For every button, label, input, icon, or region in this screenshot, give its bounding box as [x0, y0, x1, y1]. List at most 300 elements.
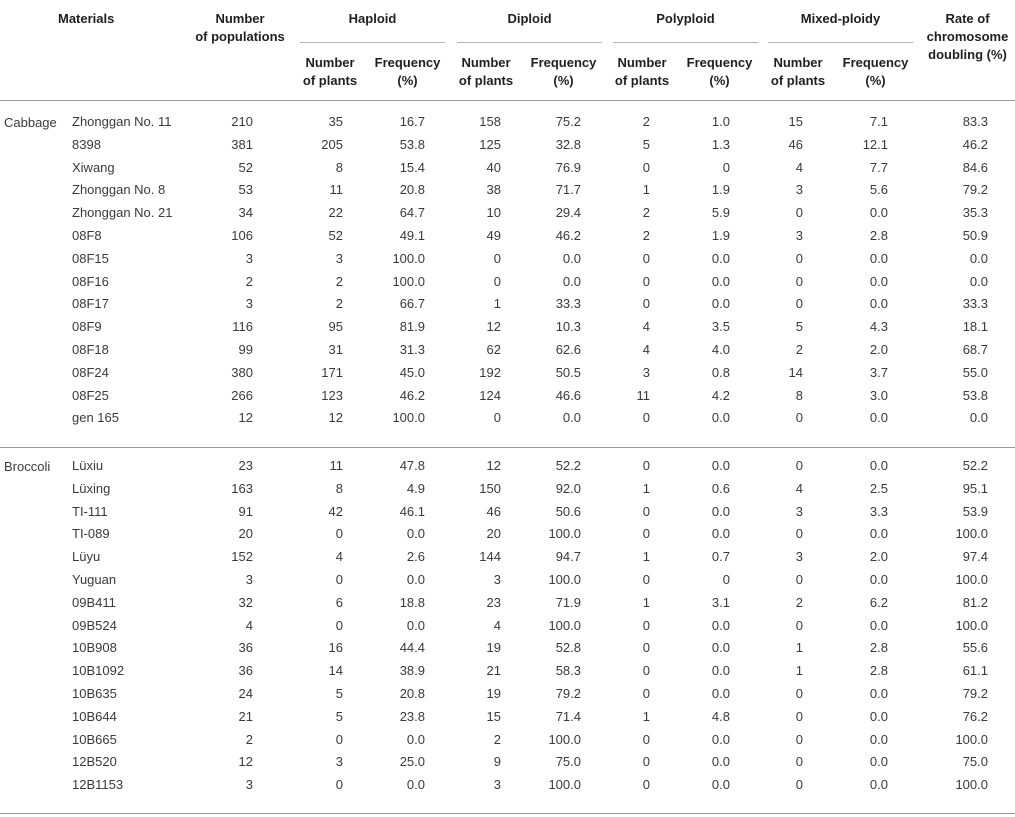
cell-populations: 266 [231, 387, 253, 403]
table-row [0, 774, 1015, 796]
cell-mixed-frequency: 2.8 [869, 663, 888, 679]
cell-material: TI-089 [72, 526, 110, 542]
cell-doubling-rate: 100.0 [955, 617, 988, 633]
cell-haploid-number: 3 [335, 754, 343, 770]
cell-polyploid-number: 2 [642, 205, 650, 221]
cell-mixed-number: 0 [795, 296, 803, 312]
header-rate-line2: chromosome [926, 29, 1009, 44]
cell-diploid-frequency: 58.3 [555, 663, 581, 679]
cell-haploid-frequency: 0.0 [406, 617, 425, 633]
cell-haploid-frequency: 66.7 [399, 296, 425, 312]
table-row [0, 134, 1015, 156]
subheader-number-line2: of plants [302, 73, 358, 88]
cell-material: 12B1153 [72, 777, 124, 793]
cell-haploid-frequency: 46.2 [399, 387, 425, 403]
cell-haploid-frequency: 4.9 [406, 480, 425, 496]
cell-haploid-number: 171 [321, 364, 343, 380]
cell-diploid-number: 150 [479, 480, 501, 496]
cell-doubling-rate: 0.0 [969, 250, 988, 266]
cell-polyploid-frequency: 4.0 [711, 342, 730, 357]
subheader-number-line1: Number [461, 55, 511, 70]
cell-diploid-frequency: 100.0 [548, 617, 581, 633]
cell-polyploid-frequency: 1.9 [711, 182, 730, 198]
table-row [0, 248, 1015, 270]
table-row [0, 225, 1015, 247]
cell-material: gen 165 [72, 410, 119, 426]
table-row [0, 729, 1015, 751]
cell-haploid-frequency: 31.3 [399, 342, 425, 357]
cell-material: 10B908 [72, 640, 117, 656]
cell-populations: 36 [238, 640, 253, 656]
cell-mixed-number: 0 [795, 731, 803, 747]
subheader-frequency-line1: Frequency [530, 55, 597, 70]
header-rate-line3: doubling (%) [928, 47, 1007, 62]
cell-polyploid-frequency: 0.6 [711, 480, 730, 496]
table-row [0, 706, 1015, 728]
cell-doubling-rate: 75.0 [962, 754, 988, 770]
cell-populations: 32 [238, 594, 253, 610]
cell-diploid-number: 1 [493, 296, 501, 312]
cell-populations: 20 [238, 526, 253, 542]
table-row [0, 385, 1015, 407]
cell-mixed-frequency: 2.8 [869, 640, 888, 656]
cell-polyploid-frequency: 0.0 [711, 458, 730, 473]
table-row [0, 546, 1015, 568]
subheader-number-line2: of plants [458, 73, 514, 88]
cell-mixed-number: 46 [788, 136, 803, 152]
cell-mixed-number: 0 [795, 754, 803, 770]
cell-haploid-number: 2 [335, 273, 343, 289]
cell-haploid-frequency: 45.0 [399, 364, 425, 380]
cell-polyploid-frequency: 5.9 [711, 205, 730, 221]
table-row [0, 455, 1015, 477]
cell-polyploid-frequency: 0.0 [711, 503, 730, 519]
cell-material: 08F16 [72, 273, 109, 289]
cell-polyploid-frequency: 4.8 [711, 708, 730, 724]
table-row [0, 157, 1015, 179]
cell-haploid-frequency: 53.8 [399, 136, 425, 152]
cell-polyploid-number: 4 [642, 342, 650, 357]
cell-polyploid-number: 0 [642, 458, 650, 473]
cell-mixed-frequency: 0.0 [869, 458, 888, 473]
cell-mixed-number: 0 [795, 458, 803, 473]
cell-diploid-frequency: 29.4 [555, 205, 581, 221]
cell-diploid-frequency: 75.0 [555, 754, 581, 770]
cell-polyploid-number: 0 [642, 159, 650, 175]
cell-material: 09B411 [72, 594, 116, 610]
header-haploid: Haploid [348, 11, 397, 26]
cell-polyploid-number: 0 [642, 526, 650, 542]
cell-diploid-number: 3 [493, 572, 501, 587]
cell-populations: 3 [245, 777, 253, 793]
cell-mixed-number: 0 [795, 777, 803, 793]
cell-mixed-number: 5 [795, 319, 803, 335]
subheader-haploid-frequency [370, 54, 445, 90]
polyploid-span-line [613, 42, 758, 43]
cell-haploid-number: 35 [328, 114, 343, 129]
cell-polyploid-number: 0 [642, 410, 650, 426]
cell-polyploid-number: 0 [642, 731, 650, 747]
cell-populations: 24 [238, 686, 253, 701]
cell-haploid-number: 31 [328, 342, 343, 357]
cell-populations: 12 [238, 754, 253, 770]
cell-material: Zhonggan No. 21 [72, 205, 173, 221]
cell-doubling-rate: 79.2 [962, 686, 988, 701]
cell-doubling-rate: 81.2 [962, 594, 988, 610]
cell-mixed-number: 15 [788, 114, 803, 129]
cell-diploid-number: 125 [479, 136, 501, 152]
subheader-number-line1: Number [773, 55, 823, 70]
cell-polyploid-frequency: 0.0 [711, 754, 730, 770]
cell-polyploid-number: 1 [642, 182, 650, 198]
cell-populations: 21 [238, 708, 253, 724]
cell-polyploid-frequency: 0.0 [711, 410, 730, 426]
cell-material: 08F15 [72, 250, 109, 266]
cell-polyploid-frequency: 0.0 [711, 686, 730, 701]
cell-diploid-number: 158 [479, 114, 501, 129]
cell-diploid-frequency: 71.7 [555, 182, 581, 198]
cell-polyploid-frequency: 0 [722, 159, 730, 175]
cell-diploid-frequency: 100.0 [548, 731, 581, 747]
cell-populations: 52 [238, 159, 253, 175]
cell-haploid-number: 8 [335, 480, 343, 496]
cell-doubling-rate: 53.8 [962, 387, 988, 403]
cell-material: 09B524 [72, 617, 117, 633]
subheader-frequency-line2: (%) [553, 73, 574, 88]
header-mixed-ploidy: Mixed-ploidy [800, 11, 881, 26]
table-row [0, 362, 1015, 384]
cell-diploid-number: 46 [486, 503, 501, 519]
cell-haploid-number: 11 [329, 458, 343, 473]
cell-haploid-number: 205 [321, 136, 343, 152]
cell-mixed-frequency: 0.0 [869, 296, 888, 312]
mixed-span-line [768, 42, 913, 43]
cell-polyploid-frequency: 0.0 [711, 526, 730, 542]
cell-polyploid-frequency: 0 [722, 572, 730, 587]
cell-haploid-frequency: 64.7 [399, 205, 425, 221]
cell-populations: 36 [238, 663, 253, 679]
cell-populations: 152 [231, 549, 253, 565]
cell-polyploid-number: 0 [642, 617, 650, 633]
cell-polyploid-frequency: 0.0 [711, 617, 730, 633]
cell-polyploid-number: 1 [642, 708, 650, 724]
cell-diploid-number: 49 [486, 228, 501, 243]
header-diploid: Diploid [507, 11, 552, 26]
subheader-diploid-frequency [526, 54, 601, 90]
cell-mixed-frequency: 0.0 [869, 686, 888, 701]
cell-populations: 116 [232, 319, 253, 335]
cell-polyploid-number: 2 [642, 114, 650, 129]
cell-polyploid-number: 0 [642, 273, 650, 289]
cell-populations: 23 [238, 458, 253, 473]
cell-doubling-rate: 55.0 [962, 364, 988, 380]
cell-diploid-number: 0 [493, 250, 501, 266]
cell-diploid-number: 10 [486, 205, 501, 221]
cell-diploid-frequency: 50.6 [555, 503, 581, 519]
cell-doubling-rate: 18.1 [962, 319, 988, 335]
cell-haploid-number: 2 [335, 296, 343, 312]
table-row [0, 615, 1015, 637]
cell-mixed-number: 3 [795, 503, 803, 519]
cell-haploid-number: 5 [335, 708, 343, 724]
cell-mixed-frequency: 0.0 [869, 572, 888, 587]
group-label-broccoli: Broccoli [4, 459, 51, 474]
cell-diploid-number: 23 [486, 594, 501, 610]
subheader-polyploid-frequency [682, 54, 757, 90]
cell-material: 10B635 [72, 686, 117, 701]
cell-diploid-frequency: 33.3 [555, 296, 581, 312]
cell-material: Lüxiu [72, 458, 104, 473]
cell-mixed-frequency: 0.0 [869, 754, 888, 770]
cell-diploid-frequency: 0.0 [562, 410, 581, 426]
subheader-frequency-line1: Frequency [686, 55, 753, 70]
cell-haploid-number: 95 [328, 319, 343, 335]
cell-mixed-frequency: 0.0 [869, 708, 888, 724]
subheader-frequency-line2: (%) [709, 73, 730, 88]
cell-haploid-number: 0 [335, 526, 343, 542]
cell-haploid-number: 0 [335, 617, 343, 633]
cell-haploid-frequency: 100.0 [392, 273, 425, 289]
cell-mixed-number: 0 [795, 686, 803, 701]
cell-diploid-number: 38 [486, 182, 501, 198]
cell-haploid-frequency: 46.1 [399, 503, 425, 519]
cell-diploid-frequency: 46.6 [555, 387, 581, 403]
cell-mixed-frequency: 2.8 [869, 228, 888, 243]
haploid-span-line [300, 42, 445, 43]
cell-polyploid-number: 0 [642, 777, 650, 793]
table-row [0, 339, 1015, 361]
cell-mixed-frequency: 12.1 [862, 136, 888, 152]
cell-mixed-number: 2 [795, 594, 803, 610]
cell-polyploid-number: 3 [642, 364, 650, 380]
cell-mixed-frequency: 3.7 [869, 364, 888, 380]
cell-doubling-rate: 68.7 [962, 342, 988, 357]
header-polyploid: Polyploid [656, 11, 715, 26]
cell-mixed-frequency: 5.6 [869, 182, 888, 198]
cell-mixed-number: 0 [795, 410, 803, 426]
subheader-number-line1: Number [305, 55, 355, 70]
cell-haploid-number: 42 [328, 503, 343, 519]
cell-material: TI-111 [72, 503, 108, 519]
cell-diploid-number: 4 [493, 617, 501, 633]
table-row [0, 569, 1015, 591]
group-label-cabbage: Cabbage [4, 115, 57, 130]
subheader-frequency-line1: Frequency [374, 55, 441, 70]
subheader-mixed-frequency [838, 54, 913, 90]
cell-diploid-frequency: 0.0 [562, 250, 581, 266]
cell-material: 12B520 [72, 754, 117, 770]
cell-populations: 3 [245, 572, 253, 587]
cell-populations: 381 [231, 136, 253, 152]
cell-polyploid-number: 4 [642, 319, 650, 335]
cell-mixed-number: 8 [795, 387, 803, 403]
cell-diploid-number: 15 [486, 708, 501, 724]
cell-polyploid-frequency: 0.0 [711, 777, 730, 793]
cell-polyploid-frequency: 0.0 [711, 250, 730, 266]
cell-diploid-number: 62 [486, 342, 501, 357]
cell-polyploid-number: 0 [642, 686, 650, 701]
cell-haploid-number: 22 [328, 205, 343, 221]
table-row [0, 271, 1015, 293]
cell-polyploid-frequency: 0.7 [711, 549, 730, 565]
cell-material: 08F9 [72, 319, 102, 335]
cell-doubling-rate: 100.0 [955, 572, 988, 587]
subheader-frequency-line2: (%) [865, 73, 886, 88]
cell-haploid-frequency: 0.0 [406, 777, 425, 793]
cell-mixed-frequency: 0.0 [869, 731, 888, 747]
cell-diploid-frequency: 79.2 [555, 686, 581, 701]
cell-haploid-frequency: 16.7 [399, 114, 425, 129]
cell-diploid-frequency: 52.2 [555, 458, 581, 473]
cell-polyploid-frequency: 1.9 [711, 228, 730, 243]
cell-populations: 3 [245, 296, 253, 312]
cell-polyploid-number: 0 [642, 572, 650, 587]
table-row [0, 683, 1015, 705]
cell-doubling-rate: 35.3 [962, 205, 988, 221]
cell-polyploid-number: 0 [642, 754, 650, 770]
cell-diploid-frequency: 62.6 [555, 342, 581, 357]
cell-material: 08F24 [72, 364, 109, 380]
table-bottom-rule [0, 813, 1015, 814]
cell-material: Xiwang [72, 159, 115, 175]
cell-polyploid-frequency: 0.0 [711, 663, 730, 679]
cell-doubling-rate: 52.2 [962, 458, 988, 473]
cell-doubling-rate: 0.0 [969, 273, 988, 289]
cell-diploid-number: 0 [493, 410, 501, 426]
cell-mixed-number: 0 [795, 617, 803, 633]
cell-doubling-rate: 79.2 [962, 182, 988, 198]
table-row [0, 179, 1015, 201]
cell-populations: 106 [231, 228, 253, 243]
cell-mixed-frequency: 0.0 [869, 410, 888, 426]
table-row [0, 407, 1015, 429]
cell-diploid-number: 21 [486, 663, 501, 679]
cell-material: 08F18 [72, 342, 109, 357]
cell-mixed-frequency: 2.5 [869, 480, 888, 496]
cell-material: 10B1092 [72, 663, 125, 679]
cell-mixed-frequency: 7.1 [869, 114, 888, 129]
cell-haploid-number: 123 [321, 387, 343, 403]
cell-material: Zhonggan No. 8 [72, 182, 166, 198]
cell-diploid-number: 192 [479, 364, 501, 380]
cell-doubling-rate: 53.9 [962, 503, 988, 519]
cell-polyploid-frequency: 1.0 [711, 114, 730, 129]
cell-mixed-number: 4 [795, 480, 803, 496]
cell-mixed-number: 0 [795, 273, 803, 289]
cell-polyploid-number: 1 [642, 594, 650, 610]
cell-mixed-frequency: 2.0 [869, 342, 888, 357]
table-row [0, 523, 1015, 545]
table-row [0, 293, 1015, 315]
cell-mixed-number: 2 [795, 342, 803, 357]
cell-doubling-rate: 84.6 [962, 159, 988, 175]
cell-polyploid-number: 5 [642, 136, 650, 152]
cell-haploid-number: 5 [335, 686, 343, 701]
cell-haploid-frequency: 20.8 [399, 686, 425, 701]
subheader-number-line2: of plants [614, 73, 670, 88]
table-row [0, 478, 1015, 500]
cell-polyploid-number: 1 [642, 480, 650, 496]
cell-mixed-number: 4 [795, 159, 803, 175]
subheader-number-line1: Number [617, 55, 667, 70]
cell-material: 10B665 [72, 731, 117, 747]
cell-polyploid-frequency: 0.0 [711, 640, 730, 656]
cell-haploid-number: 12 [328, 410, 343, 426]
cell-haploid-frequency: 0.0 [406, 526, 425, 542]
cell-doubling-rate: 97.4 [962, 549, 988, 565]
cell-material: 10B644 [72, 708, 117, 724]
cell-doubling-rate: 100.0 [955, 731, 988, 747]
cell-polyploid-number: 0 [642, 663, 650, 679]
cell-haploid-number: 4 [335, 549, 343, 565]
cell-populations: 91 [238, 503, 253, 519]
cell-material: 08F17 [72, 296, 109, 312]
cell-diploid-number: 19 [486, 686, 501, 701]
cell-haploid-number: 0 [335, 731, 343, 747]
cell-diploid-number: 0 [493, 273, 501, 289]
cell-haploid-number: 3 [335, 250, 343, 266]
cell-material: Zhonggan No. 11 [72, 114, 172, 129]
cell-haploid-frequency: 23.8 [399, 708, 425, 724]
cell-haploid-number: 11 [329, 182, 343, 198]
cell-polyploid-number: 0 [642, 640, 650, 656]
cell-haploid-frequency: 100.0 [392, 410, 425, 426]
cell-material: 08F25 [72, 387, 109, 403]
cell-polyploid-frequency: 0.0 [711, 296, 730, 312]
cell-polyploid-frequency: 0.0 [711, 731, 730, 747]
table-row [0, 202, 1015, 224]
cell-mixed-frequency: 3.3 [869, 503, 888, 519]
cell-mixed-frequency: 0.0 [869, 250, 888, 266]
header-populations-line1: Number [215, 11, 265, 26]
cell-doubling-rate: 100.0 [955, 777, 988, 793]
cell-polyploid-number: 0 [642, 503, 650, 519]
cell-haploid-frequency: 100.0 [392, 250, 425, 266]
cell-diploid-frequency: 50.5 [555, 364, 581, 380]
cell-mixed-number: 0 [795, 526, 803, 542]
cell-populations: 2 [245, 273, 253, 289]
cell-haploid-frequency: 2.6 [406, 549, 425, 565]
cell-material: Lüyu [72, 549, 101, 565]
cell-diploid-number: 3 [493, 777, 501, 793]
cell-haploid-number: 6 [335, 594, 343, 610]
cell-mixed-number: 0 [795, 708, 803, 724]
cell-haploid-number: 14 [328, 663, 343, 679]
cell-doubling-rate: 76.2 [962, 708, 988, 724]
cell-populations: 380 [231, 364, 253, 380]
cell-haploid-number: 8 [335, 159, 343, 175]
header-bottom-rule [0, 100, 1015, 101]
cell-doubling-rate: 0.0 [969, 410, 988, 426]
cell-diploid-number: 9 [493, 754, 501, 770]
cell-haploid-frequency: 15.4 [399, 159, 425, 175]
cell-populations: 3 [245, 250, 253, 266]
cell-doubling-rate: 50.9 [962, 228, 988, 243]
subheader-frequency-line2: (%) [397, 73, 418, 88]
cell-haploid-number: 0 [335, 572, 343, 587]
diploid-span-line [457, 42, 602, 43]
header-materials: Materials [58, 11, 115, 26]
cell-populations: 210 [231, 114, 253, 129]
cell-mixed-frequency: 7.7 [869, 159, 888, 175]
cell-mixed-number: 0 [795, 205, 803, 221]
cell-haploid-number: 0 [335, 777, 343, 793]
cell-polyploid-number: 2 [642, 228, 650, 243]
header-populations [185, 10, 295, 46]
cell-doubling-rate: 95.1 [962, 480, 988, 496]
cell-polyploid-number: 1 [642, 549, 650, 565]
cell-diploid-frequency: 32.8 [555, 136, 581, 152]
